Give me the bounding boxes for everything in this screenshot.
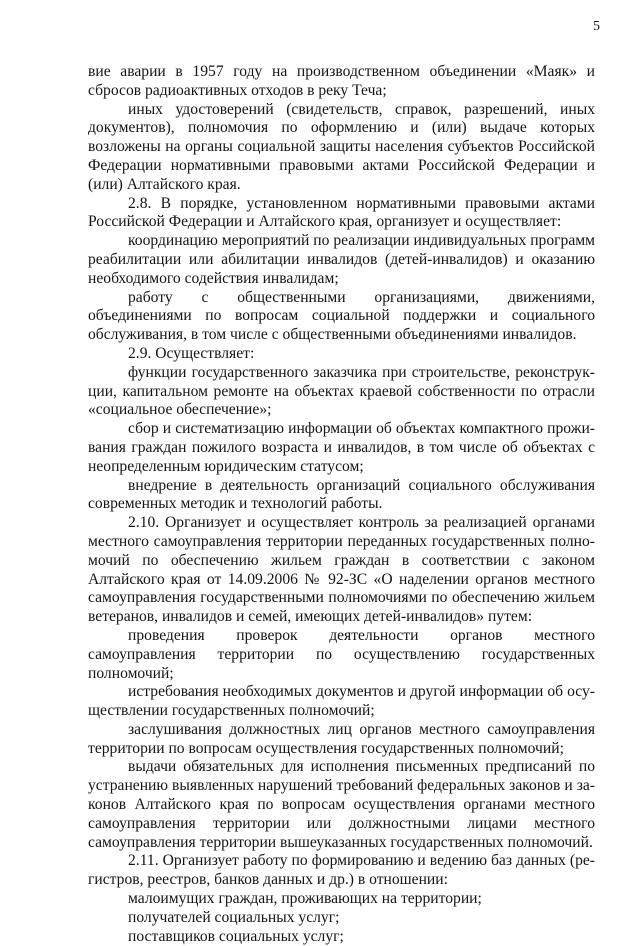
paragraph: внедрение в деятельность организаций социального обслуживания современных методик и технологий работы.: [88, 476, 595, 513]
paragraph: сбор и систематизацию информации об объектах компактного проживания граждан пожилого возраста и инвалидов, в том числе об объектах с неопределенным юридическим статусом;: [88, 420, 595, 475]
section-2-11-heading: 2.11. Организует работу по формированию и ведению баз данных (регистров, реестров, банков данных и др.) в отношении:: [88, 852, 595, 889]
paragraph: функции государственного заказчика при строительстве, реконструкции, капитальном ремонте на объектах краевой собственности по отрасли «социальное обеспечение»;: [88, 363, 595, 419]
paragraph: координацию мероприятий по реализации индивидуальных программ реабилитации или абилитации инвалидов (детей-инвалидов) и оказанию необходимого содействия инвалидам;: [88, 232, 595, 287]
paragraph: работу с общественными организациями, движениями, объединениями по вопросам социальной поддержки и социального обслуживания, в том числе с общественными объединениями инвалидов.: [88, 288, 595, 344]
section-2-8-heading: 2.8. В порядке, установленном нормативными правовыми актами Российской Федерации и Алтайского края, организует и осуществляет:: [88, 194, 595, 231]
paragraph: заслушивания должностных лиц органов местного самоуправления территории по вопросам осуществления государственных полномочий;: [88, 720, 595, 757]
paragraph: проведения проверок деятельности органов местного самоуправления территории по осуществлению государственных полномочий;: [88, 626, 595, 682]
paragraph: выдачи обязательных для исполнения письменных предписаний по устранению выявленных нарушений требований федеральных законов и законов Алтайского края по вопросам осуществления органами местного самоуправления территории или должностными лицами местного самоуправления территории вышеуказанных государственных полномочий.: [88, 758, 595, 851]
document-body: [88, 63, 595, 946]
paragraph: истребования необходимых документов и другой информации об осуществлении государственных полномочий;: [88, 683, 595, 720]
list-item: получателей социальных услуг;: [128, 908, 340, 926]
page-number: 5: [593, 19, 600, 34]
paragraph-continuation: вие аварии в 1957 году на производственном объединении «Маяк» и сбросов радиоактивных отходов в реку Теча;: [88, 63, 595, 99]
list-item: малоимущих граждан, проживающих на территории;: [128, 890, 482, 908]
paragraph: иных удостоверений (свидетельств, справок, разрешений, иных документов), полномочия по оформлению и (или) выдаче которых возложены на органы социальной защиты населения субъектов Российской Федерации нормативными правовыми актами Российской Федерации и (или) Алтайского края.: [88, 100, 595, 193]
list-item: поставщиков социальных услуг;: [128, 927, 344, 945]
section-2-9-heading: 2.9. Осуществляет:: [128, 344, 255, 362]
section-2-10-heading: 2.10. Организует и осуществляет контроль за реализацией органами местного самоуправления территории переданных государственных полномочий по обеспечению жильем граждан в соответствии с законом Алтайского края от 14.09.2006 № 92-ЗС «О наделении органов местного самоуправления государственными полномочиями по обеспечению жильем ветеранов, инвалидов и семей, имеющих детей-инвалидов» путем:: [88, 514, 595, 626]
